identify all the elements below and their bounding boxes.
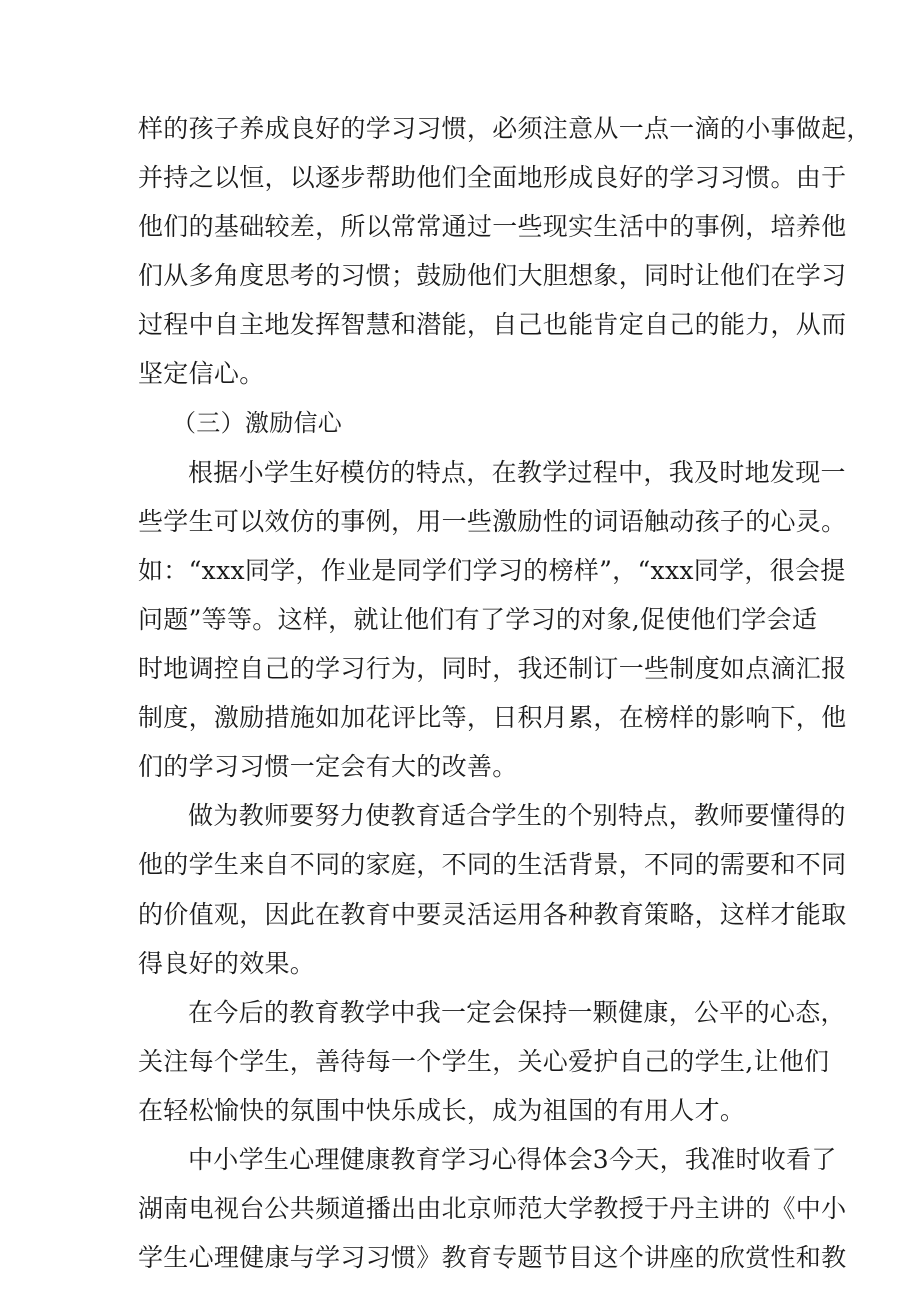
text-line: 学生心理健康与学习习惯》教育专题节目这个讲座的欣赏性和教 xyxy=(138,1243,847,1273)
text-line: 问题”等等。这样，就让他们有了学习的对象,促使他们学会适 xyxy=(138,604,818,634)
text-line: 如：“xxx同学，作业是同学们学习的榜样”，“xxx同学，很会提 xyxy=(138,555,846,585)
text-line: 他们的基础较差，所以常常通过一些现实生活中的事例，培养他 xyxy=(138,212,847,242)
text-line: 坚定信心。 xyxy=(138,359,265,389)
text-line: 制度，激励措施如加花评比等，日积月累，在榜样的影响下，他 xyxy=(138,703,847,733)
text-line: 在轻松愉快的氛围中快乐成长，成为祖国的有用人才。 xyxy=(138,1095,746,1125)
paragraph-teacher-role xyxy=(138,791,847,987)
heading-text: （三）激励信心 xyxy=(172,408,343,437)
text-line: 样的孩子养成良好的学习习惯，必须注意从一点一滴的小事做起， xyxy=(138,114,872,143)
text-line: 时地调控自己的学习行为，同时，我还制订一些制度如点滴汇报 xyxy=(138,654,847,684)
text-line: 做为教师要努力使教育适合学生的个别特点，教师要懂得的 xyxy=(188,801,846,831)
text-line: 并持之以恒，以逐步帮助他们全面地形成良好的学习习惯。由于 xyxy=(138,163,847,193)
paragraph-encouragement xyxy=(138,448,847,792)
section-heading xyxy=(138,399,810,448)
text-line: 过程中自主地发挥智慧和潜能，自己也能肯定自己的能力，从而 xyxy=(138,310,847,340)
text-line: 的价值观，因此在教育中要灵活运用各种教育策略，这样才能取 xyxy=(138,899,847,929)
text-line: 湖南电视台公共频道播出由北京师范大学教授于丹主讲的《中小 xyxy=(138,1194,847,1224)
document-body xyxy=(138,104,872,1282)
text-line: 关注每个学生，善待每一个学生，关心爱护自己的学生,让他们 xyxy=(138,1046,830,1076)
text-line: 中小学生心理健康教育学习心得体会3今天，我准时收看了 xyxy=(188,1144,837,1174)
text-line: 些学生可以效仿的事例，用一些激励性的词语触动孩子的心灵。 xyxy=(138,506,847,536)
paragraph-future xyxy=(138,988,846,1135)
paragraph-reflection-3 xyxy=(138,1135,847,1282)
text-line: 们的学习习惯一定会有大的改善。 xyxy=(138,752,518,782)
text-line: 他的学生来自不同的家庭，不同的生活背景，不同的需要和不同 xyxy=(138,850,847,880)
text-line: 得良好的效果。 xyxy=(138,948,316,978)
text-line: 根据小学生好模仿的特点，在教学过程中，我及时地发现一 xyxy=(188,457,846,487)
text-line: 在今后的教育教学中我一定会保持一颗健康，公平的心态， xyxy=(188,997,846,1027)
text-line: 们从多角度思考的习惯；鼓励他们大胆想象，同时让他们在学习 xyxy=(138,261,847,291)
paragraph-continuation xyxy=(138,104,872,399)
